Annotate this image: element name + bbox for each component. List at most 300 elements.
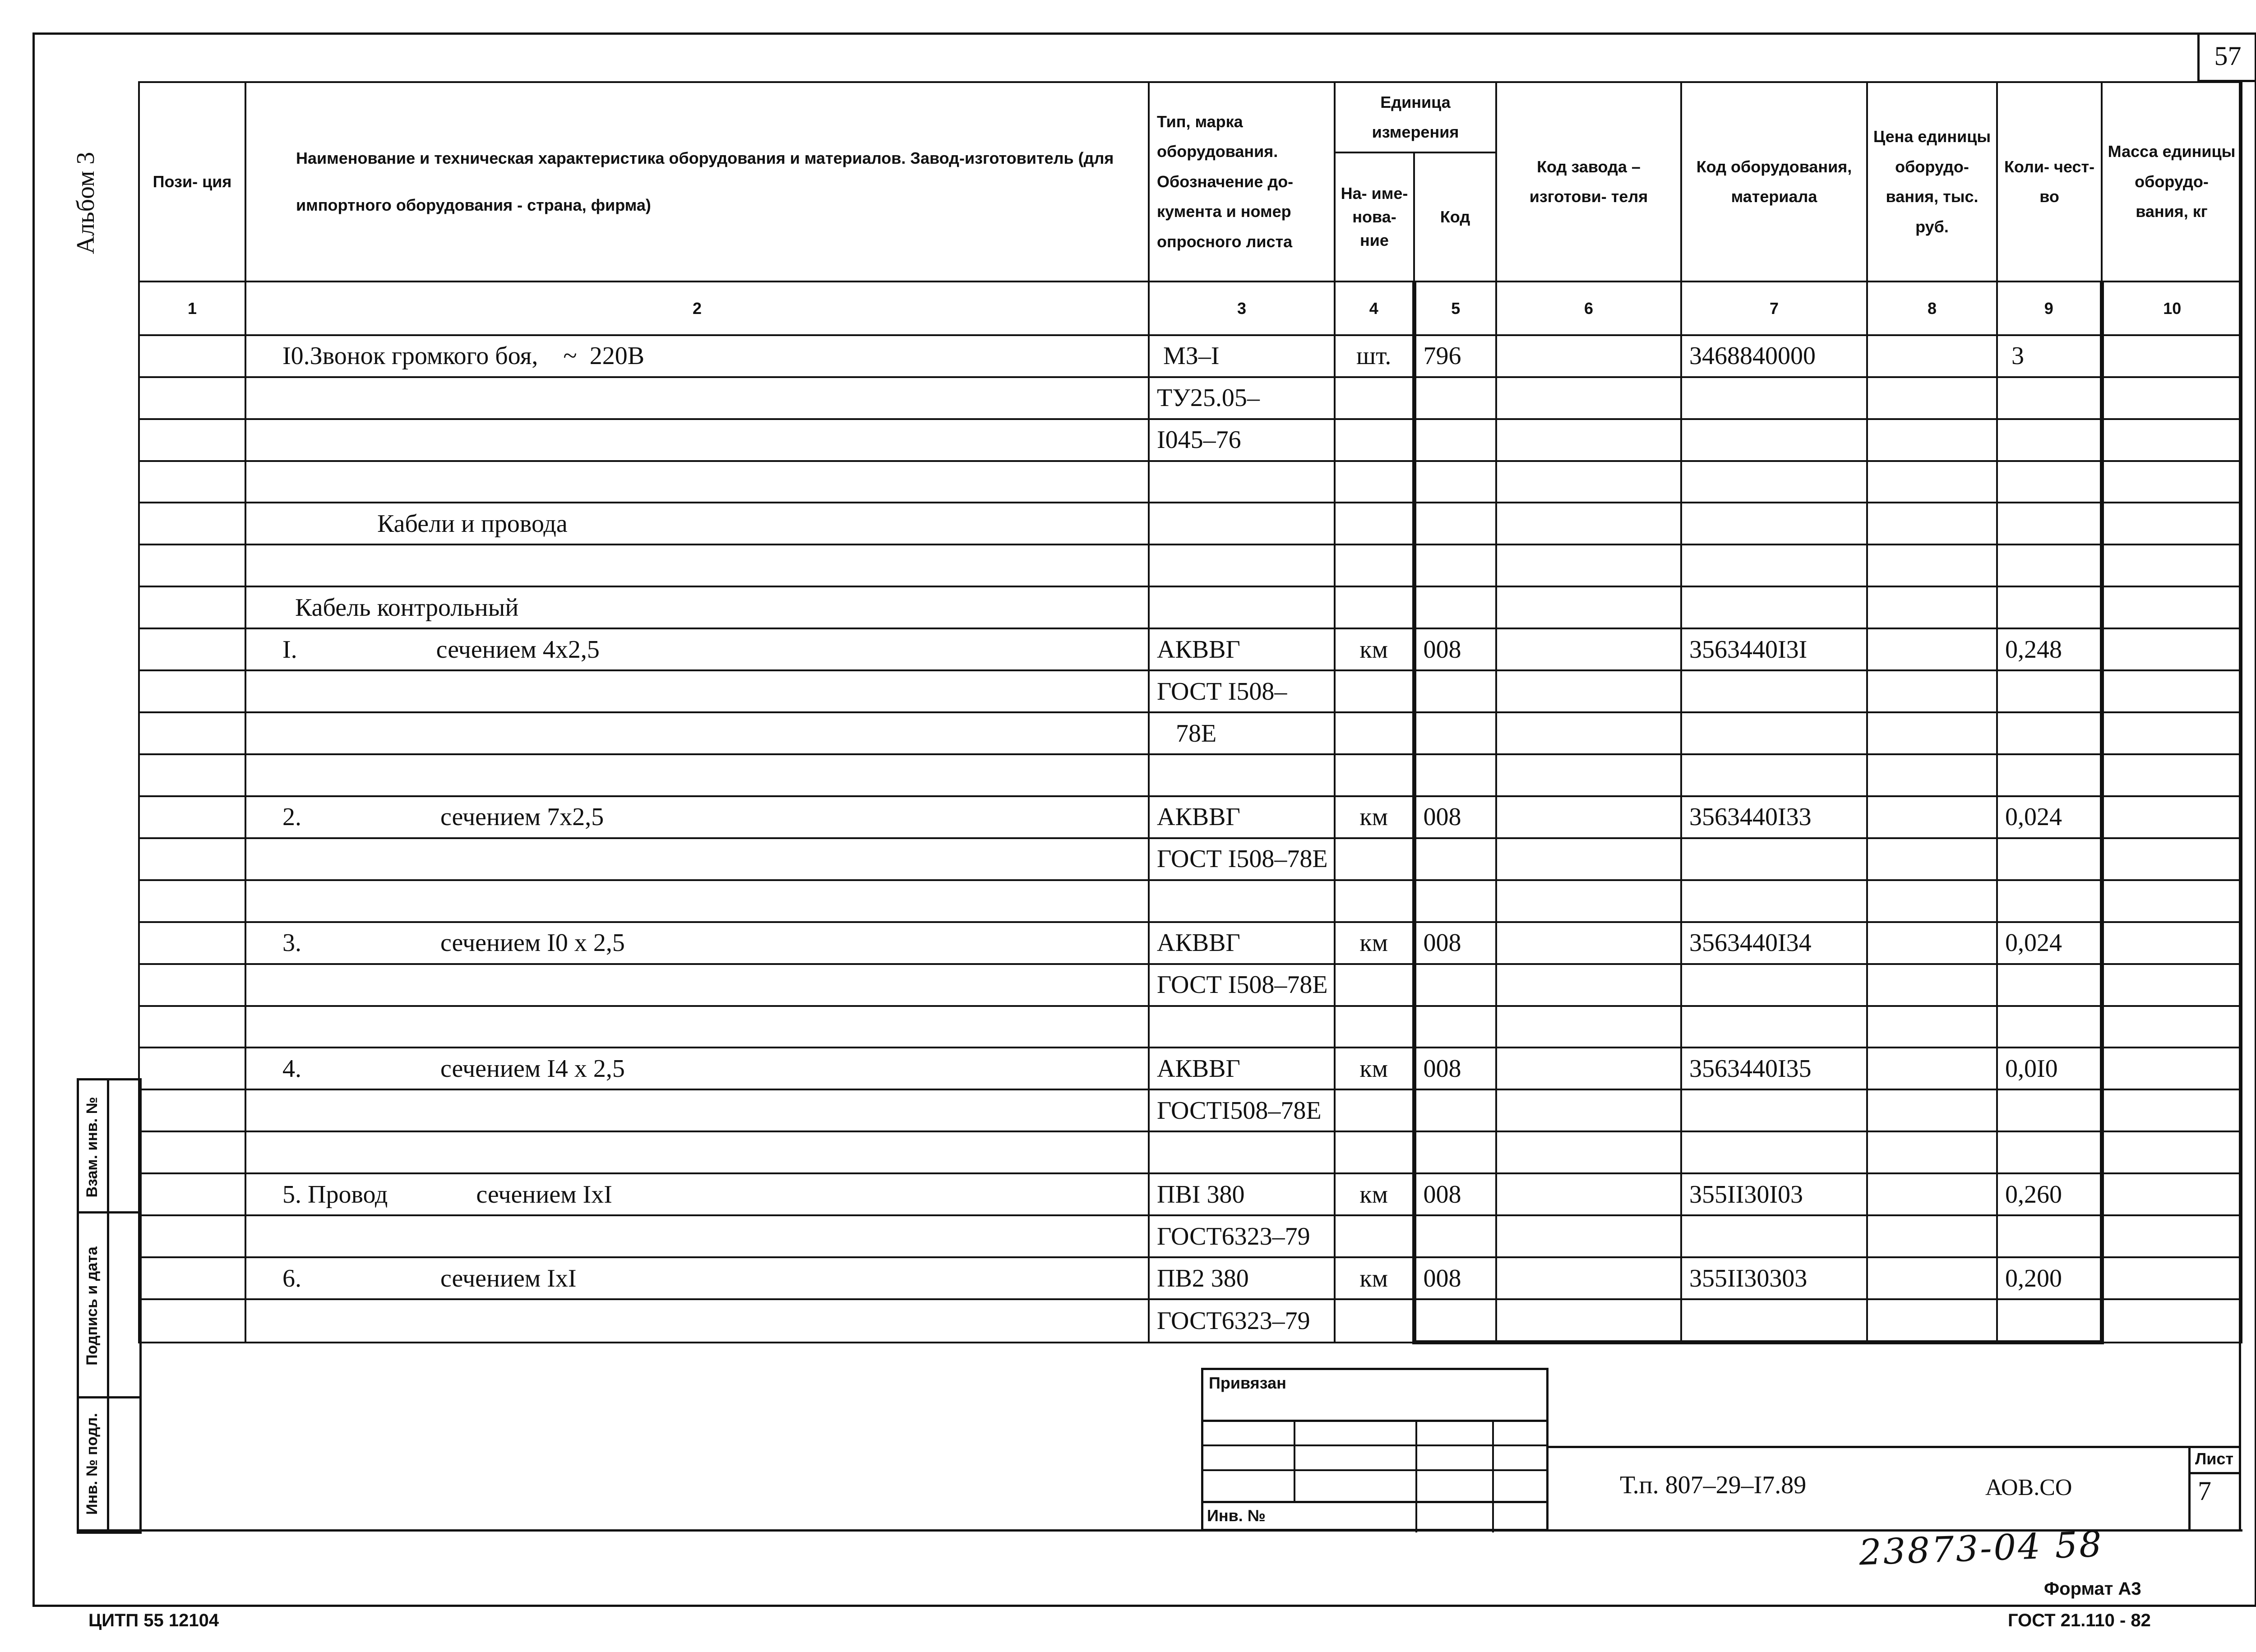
cell-price [1867, 461, 1997, 503]
cell-mass [2102, 628, 2242, 670]
table-row [139, 1257, 2242, 1299]
cell-factory-code [1496, 1257, 1681, 1299]
cell-equipment-code: 3563440I3I [1681, 628, 1867, 670]
cell-type: ГОСТI508–78Е [1149, 1089, 1335, 1131]
cell-factory-code [1496, 335, 1681, 377]
cell-unit [1335, 1299, 1414, 1343]
header-quantity: Коли- чест- во [1997, 82, 2102, 281]
cell-factory-code [1496, 1215, 1681, 1257]
cell-price [1867, 335, 1997, 377]
cell-price [1867, 1047, 1997, 1089]
cell-unit [1335, 1131, 1414, 1173]
cell-position [139, 922, 245, 964]
cell-factory-code [1496, 964, 1681, 1006]
sheet-label: Лист [2195, 1449, 2234, 1468]
cell-quantity [1997, 712, 2102, 754]
cell-equipment-code [1681, 754, 1867, 796]
cell-equipment-code: 3563440I34 [1681, 922, 1867, 964]
cell-name [245, 1089, 1149, 1131]
cell-equipment-code: 3563440I33 [1681, 796, 1867, 838]
cell-type: ГОСТ6323–79 [1149, 1299, 1335, 1343]
cell-quantity [1997, 1215, 2102, 1257]
cell-type: ГОСТ I508–78Е [1149, 838, 1335, 880]
cell-mass [2102, 586, 2242, 628]
cell-name: Кабель контрольный [245, 586, 1149, 628]
cell-price [1867, 964, 1997, 1006]
cell-mass [2102, 670, 2242, 712]
table-row [139, 586, 2242, 628]
cell-unit-code [1414, 545, 1496, 586]
cell-position [139, 838, 245, 880]
cell-mass [2102, 1131, 2242, 1173]
cell-position [139, 586, 245, 628]
cell-equipment-code [1681, 503, 1867, 545]
header-equipment-code: Код оборудования, материала [1681, 82, 1867, 281]
frame-bottom [32, 1605, 2256, 1607]
cell-quantity: 0,260 [1997, 1173, 2102, 1215]
cell-unit [1335, 964, 1414, 1006]
cell-unit-code [1414, 461, 1496, 503]
document-code: АОВ.СО [1985, 1475, 2072, 1500]
cell-type: ГОСТ I508– [1149, 670, 1335, 712]
cell-name [245, 461, 1149, 503]
cell-position [139, 335, 245, 377]
cell-price [1867, 586, 1997, 628]
cell-unit [1335, 1006, 1414, 1048]
table-row [139, 922, 2242, 964]
table-row [139, 880, 2242, 922]
cell-type: АКВВГ [1149, 1047, 1335, 1089]
cell-position [139, 1299, 245, 1343]
cell-mass [2102, 419, 2242, 461]
cell-quantity: 0,0I0 [1997, 1047, 2102, 1089]
cell-factory-code [1496, 461, 1681, 503]
table-row [139, 1173, 2242, 1215]
cell-mass [2102, 1299, 2242, 1343]
cell-unit: шт. [1335, 335, 1414, 377]
cell-equipment-code [1681, 1215, 1867, 1257]
cell-price [1867, 628, 1997, 670]
cell-position [139, 670, 245, 712]
cell-type [1149, 880, 1335, 922]
cell-unit [1335, 670, 1414, 712]
cell-equipment-code [1681, 586, 1867, 628]
cell-unit-code [1414, 838, 1496, 880]
cell-position [139, 628, 245, 670]
cell-type: АКВВГ [1149, 628, 1335, 670]
cell-factory-code [1496, 586, 1681, 628]
cell-unit-code [1414, 1299, 1496, 1343]
table-row [139, 1299, 2242, 1343]
cell-equipment-code: 355II30303 [1681, 1257, 1867, 1299]
cell-name: Кабели и провода [245, 503, 1149, 545]
table-row [139, 377, 2242, 419]
cell-quantity [1997, 586, 2102, 628]
cell-mass [2102, 1215, 2242, 1257]
header-unit-name: На- име- нова- ние [1335, 152, 1414, 281]
cell-name [245, 545, 1149, 586]
cell-equipment-code: 3563440I35 [1681, 1047, 1867, 1089]
header-row-top [139, 82, 2242, 152]
table-row [139, 1089, 2242, 1131]
cell-position [139, 1047, 245, 1089]
frame-top [32, 32, 2256, 35]
cell-unit-code [1414, 1215, 1496, 1257]
cell-name: I. сечением 4х2,5 [245, 628, 1149, 670]
cell-quantity: 0,248 [1997, 628, 2102, 670]
cell-factory-code [1496, 545, 1681, 586]
specification-table [138, 81, 2242, 1344]
cell-type: ПВI 380 [1149, 1173, 1335, 1215]
cell-name [245, 1299, 1149, 1343]
inv-replace-label: Взам. инв. № [83, 1097, 101, 1198]
cell-name [245, 880, 1149, 922]
cell-price [1867, 796, 1997, 838]
cell-quantity [1997, 838, 2102, 880]
document-number: Т.п. 807–29–I7.89 [1620, 1471, 1807, 1499]
cell-position [139, 880, 245, 922]
cell-type: ГОСТ6323–79 [1149, 1215, 1335, 1257]
header-type: Тип, марка оборудования. Обозначение до- кумента и номер опросного листа [1149, 82, 1335, 281]
cell-unit-code: 796 [1414, 335, 1496, 377]
cell-position [139, 712, 245, 754]
cell-name [245, 670, 1149, 712]
cell-position [139, 1257, 245, 1299]
cell-type: ГОСТ I508–78Е [1149, 964, 1335, 1006]
cell-price [1867, 922, 1997, 964]
cell-name: 6. сечением IхI [245, 1257, 1149, 1299]
cell-unit [1335, 838, 1414, 880]
col-number: 5 [1414, 281, 1496, 335]
cell-type [1149, 754, 1335, 796]
cell-price [1867, 838, 1997, 880]
header-position: Пози- ция [139, 82, 245, 281]
handwritten-archive-number: 23873-04 58 [1858, 1524, 2104, 1574]
cell-mass [2102, 964, 2242, 1006]
cell-type [1149, 545, 1335, 586]
cell-mass [2102, 922, 2242, 964]
cell-factory-code [1496, 1089, 1681, 1131]
cell-quantity [1997, 880, 2102, 922]
cell-mass [2102, 1006, 2242, 1048]
table-row [139, 1131, 2242, 1173]
cell-unit-code: 008 [1414, 1047, 1496, 1089]
cell-factory-code [1496, 377, 1681, 419]
table-row [139, 419, 2242, 461]
frame-left [32, 32, 35, 1607]
header-factory-code: Код завода – изготови- теля [1496, 82, 1681, 281]
cell-position [139, 754, 245, 796]
cell-price [1867, 880, 1997, 922]
cell-quantity [1997, 503, 2102, 545]
table-row [139, 461, 2242, 503]
col-number: 10 [2102, 281, 2242, 335]
cell-price [1867, 419, 1997, 461]
cell-name: 3. сечением I0 х 2,5 [245, 922, 1149, 964]
cell-factory-code [1496, 1006, 1681, 1048]
cell-name [245, 419, 1149, 461]
cell-unit [1335, 1215, 1414, 1257]
cell-price [1867, 545, 1997, 586]
table-row [139, 503, 2242, 545]
cell-price [1867, 1299, 1997, 1343]
cell-type: АКВВГ [1149, 922, 1335, 964]
cell-price [1867, 670, 1997, 712]
cell-mass [2102, 335, 2242, 377]
cell-position [139, 1173, 245, 1215]
cell-name: 5. Провод сечением IхI [245, 1173, 1149, 1215]
cell-price [1867, 712, 1997, 754]
cell-name [245, 838, 1149, 880]
cell-factory-code [1496, 712, 1681, 754]
cell-quantity: 3 [1997, 335, 2102, 377]
cell-quantity [1997, 1089, 2102, 1131]
cell-position [139, 503, 245, 545]
col-number: 1 [139, 281, 245, 335]
cell-type: АКВВГ [1149, 796, 1335, 838]
col-number: 7 [1681, 281, 1867, 335]
cell-equipment-code [1681, 1006, 1867, 1048]
cipt-label: ЦИТП 55 12104 [88, 1610, 219, 1630]
cell-mass [2102, 1257, 2242, 1299]
right-frame-line [2239, 81, 2241, 1532]
album-label: Альбом 3 [72, 152, 100, 254]
cell-unit-code: 008 [1414, 1257, 1496, 1299]
cell-quantity [1997, 1299, 2102, 1343]
cell-quantity [1997, 754, 2102, 796]
cell-type: I045–76 [1149, 419, 1335, 461]
cell-equipment-code [1681, 419, 1867, 461]
cell-unit-code [1414, 964, 1496, 1006]
cell-unit [1335, 712, 1414, 754]
cell-mass [2102, 377, 2242, 419]
cell-price [1867, 1006, 1997, 1048]
cell-quantity: 0,200 [1997, 1257, 2102, 1299]
cell-unit [1335, 1089, 1414, 1131]
cell-type [1149, 1131, 1335, 1173]
cell-price [1867, 1131, 1997, 1173]
cell-equipment-code [1681, 670, 1867, 712]
header-mass: Масса единицы оборудо- вания, кг [2102, 82, 2242, 281]
cell-type [1149, 503, 1335, 545]
header-unit-group: Единица измерения [1335, 82, 1496, 152]
cell-unit [1335, 503, 1414, 545]
cell-unit-code [1414, 377, 1496, 419]
cell-price [1867, 503, 1997, 545]
cell-unit [1335, 586, 1414, 628]
cell-unit: км [1335, 1047, 1414, 1089]
cell-factory-code [1496, 754, 1681, 796]
cell-quantity [1997, 419, 2102, 461]
col-number: 8 [1867, 281, 1997, 335]
col-number: 4 [1335, 281, 1414, 335]
cell-equipment-code [1681, 964, 1867, 1006]
cell-quantity [1997, 1131, 2102, 1173]
cell-unit [1335, 461, 1414, 503]
cell-mass [2102, 1089, 2242, 1131]
table-row [139, 838, 2242, 880]
cell-factory-code [1496, 922, 1681, 964]
cell-mass [2102, 1047, 2242, 1089]
cell-mass [2102, 754, 2242, 796]
cell-equipment-code [1681, 880, 1867, 922]
cell-type [1149, 461, 1335, 503]
cell-price [1867, 1089, 1997, 1131]
cell-equipment-code [1681, 545, 1867, 586]
cell-price [1867, 377, 1997, 419]
cell-factory-code [1496, 628, 1681, 670]
table-row [139, 545, 2242, 586]
cell-mass [2102, 545, 2242, 586]
table-row [139, 1006, 2242, 1048]
cell-unit-code [1414, 712, 1496, 754]
cell-type [1149, 1006, 1335, 1048]
cell-unit-code [1414, 586, 1496, 628]
header-unit-code: Код [1414, 152, 1496, 281]
cell-position [139, 1089, 245, 1131]
cell-unit-code [1414, 754, 1496, 796]
page-number-box [2197, 32, 2256, 82]
cell-equipment-code [1681, 461, 1867, 503]
cell-type: ПВ2 380 [1149, 1257, 1335, 1299]
cell-position [139, 1131, 245, 1173]
cell-type: МЗ–I [1149, 335, 1335, 377]
cell-mass [2102, 838, 2242, 880]
col-number: 6 [1496, 281, 1681, 335]
cell-unit-code: 008 [1414, 628, 1496, 670]
cell-equipment-code [1681, 377, 1867, 419]
cell-unit-code [1414, 670, 1496, 712]
cell-name [245, 712, 1149, 754]
cell-name [245, 1006, 1149, 1048]
col-number: 3 [1149, 281, 1335, 335]
column-number-row [139, 281, 2242, 335]
cell-unit-code [1414, 1131, 1496, 1173]
table-row [139, 796, 2242, 838]
cell-unit-code: 008 [1414, 1173, 1496, 1215]
cell-price [1867, 1215, 1997, 1257]
table-row [139, 1215, 2242, 1257]
cell-factory-code [1496, 1047, 1681, 1089]
table-row [139, 335, 2242, 377]
cell-quantity: 0,024 [1997, 796, 2102, 838]
table-row [139, 628, 2242, 670]
cell-unit-code: 008 [1414, 922, 1496, 964]
cell-equipment-code [1681, 1089, 1867, 1131]
attached-stamp [1201, 1368, 1549, 1531]
header-name: Наименование и техническая характеристика оборудования и материалов. Завод-изготовитель (для импортного оборудования - страна, фирма) [245, 82, 1149, 281]
cell-factory-code [1496, 880, 1681, 922]
cell-mass [2102, 796, 2242, 838]
inv-number-label: Инв. № [1207, 1506, 1266, 1525]
cell-quantity [1997, 377, 2102, 419]
cell-name [245, 1215, 1149, 1257]
table-body [139, 335, 2242, 1343]
cell-unit-code [1414, 1089, 1496, 1131]
table-row [139, 712, 2242, 754]
cell-unit-code [1414, 1006, 1496, 1048]
cell-quantity [1997, 670, 2102, 712]
cell-position [139, 1215, 245, 1257]
cell-name [245, 377, 1149, 419]
cell-unit: км [1335, 922, 1414, 964]
table-row [139, 1047, 2242, 1089]
cell-quantity [1997, 461, 2102, 503]
cell-unit [1335, 880, 1414, 922]
sheet-number: 7 [2198, 1476, 2211, 1506]
cell-position [139, 419, 245, 461]
cell-factory-code [1496, 838, 1681, 880]
cell-name: 2. сечением 7х2,5 [245, 796, 1149, 838]
cell-factory-code [1496, 503, 1681, 545]
attached-label: Привязан [1209, 1374, 1286, 1392]
cell-unit [1335, 754, 1414, 796]
cell-type [1149, 586, 1335, 628]
cell-equipment-code [1681, 838, 1867, 880]
cell-name: I0.Звонок громкого боя, ~ 220В [245, 335, 1149, 377]
cell-position [139, 796, 245, 838]
header-price: Цена единицы оборудо- вания, тыс. руб. [1867, 82, 1997, 281]
cell-mass [2102, 503, 2242, 545]
cell-equipment-code: 355II30I03 [1681, 1173, 1867, 1215]
cell-equipment-code: 3468840000 [1681, 335, 1867, 377]
cell-factory-code [1496, 1299, 1681, 1343]
cell-mass [2102, 880, 2242, 922]
side-stamp [77, 1078, 142, 1534]
cell-unit: км [1335, 1173, 1414, 1215]
cell-type: ТУ25.05– [1149, 377, 1335, 419]
cell-quantity [1997, 1006, 2102, 1048]
col-number: 2 [245, 281, 1149, 335]
inv-original-label: Инв. № подл. [83, 1413, 101, 1515]
cell-equipment-code [1681, 712, 1867, 754]
gost-label: ГОСТ 21.110 - 82 [2008, 1610, 2151, 1630]
cell-unit-code: 008 [1414, 796, 1496, 838]
cell-unit [1335, 545, 1414, 586]
cell-equipment-code [1681, 1299, 1867, 1343]
cell-name: 4. сечением I4 х 2,5 [245, 1047, 1149, 1089]
cell-mass [2102, 461, 2242, 503]
cell-factory-code [1496, 1173, 1681, 1215]
cell-factory-code [1496, 670, 1681, 712]
cell-position [139, 545, 245, 586]
cell-equipment-code [1681, 1131, 1867, 1173]
table-row [139, 754, 2242, 796]
cell-name [245, 1131, 1149, 1173]
page-number: 57 [2214, 41, 2242, 71]
cell-position [139, 461, 245, 503]
cell-quantity [1997, 964, 2102, 1006]
cell-position [139, 964, 245, 1006]
cell-factory-code [1496, 796, 1681, 838]
cell-unit [1335, 377, 1414, 419]
cell-unit-code [1414, 503, 1496, 545]
cell-quantity [1997, 545, 2102, 586]
cell-mass [2102, 1173, 2242, 1215]
cell-factory-code [1496, 1131, 1681, 1173]
cell-position [139, 1006, 245, 1048]
cell-unit-code [1414, 419, 1496, 461]
cell-unit: км [1335, 796, 1414, 838]
cell-type: 78Е [1149, 712, 1335, 754]
title-block-top [1549, 1446, 2241, 1448]
cell-quantity: 0,024 [1997, 922, 2102, 964]
cell-unit [1335, 419, 1414, 461]
cell-unit: км [1335, 628, 1414, 670]
sheet-box [2188, 1446, 2241, 1532]
cell-unit-code [1414, 880, 1496, 922]
signature-date-label: Подпись и дата [83, 1246, 101, 1366]
